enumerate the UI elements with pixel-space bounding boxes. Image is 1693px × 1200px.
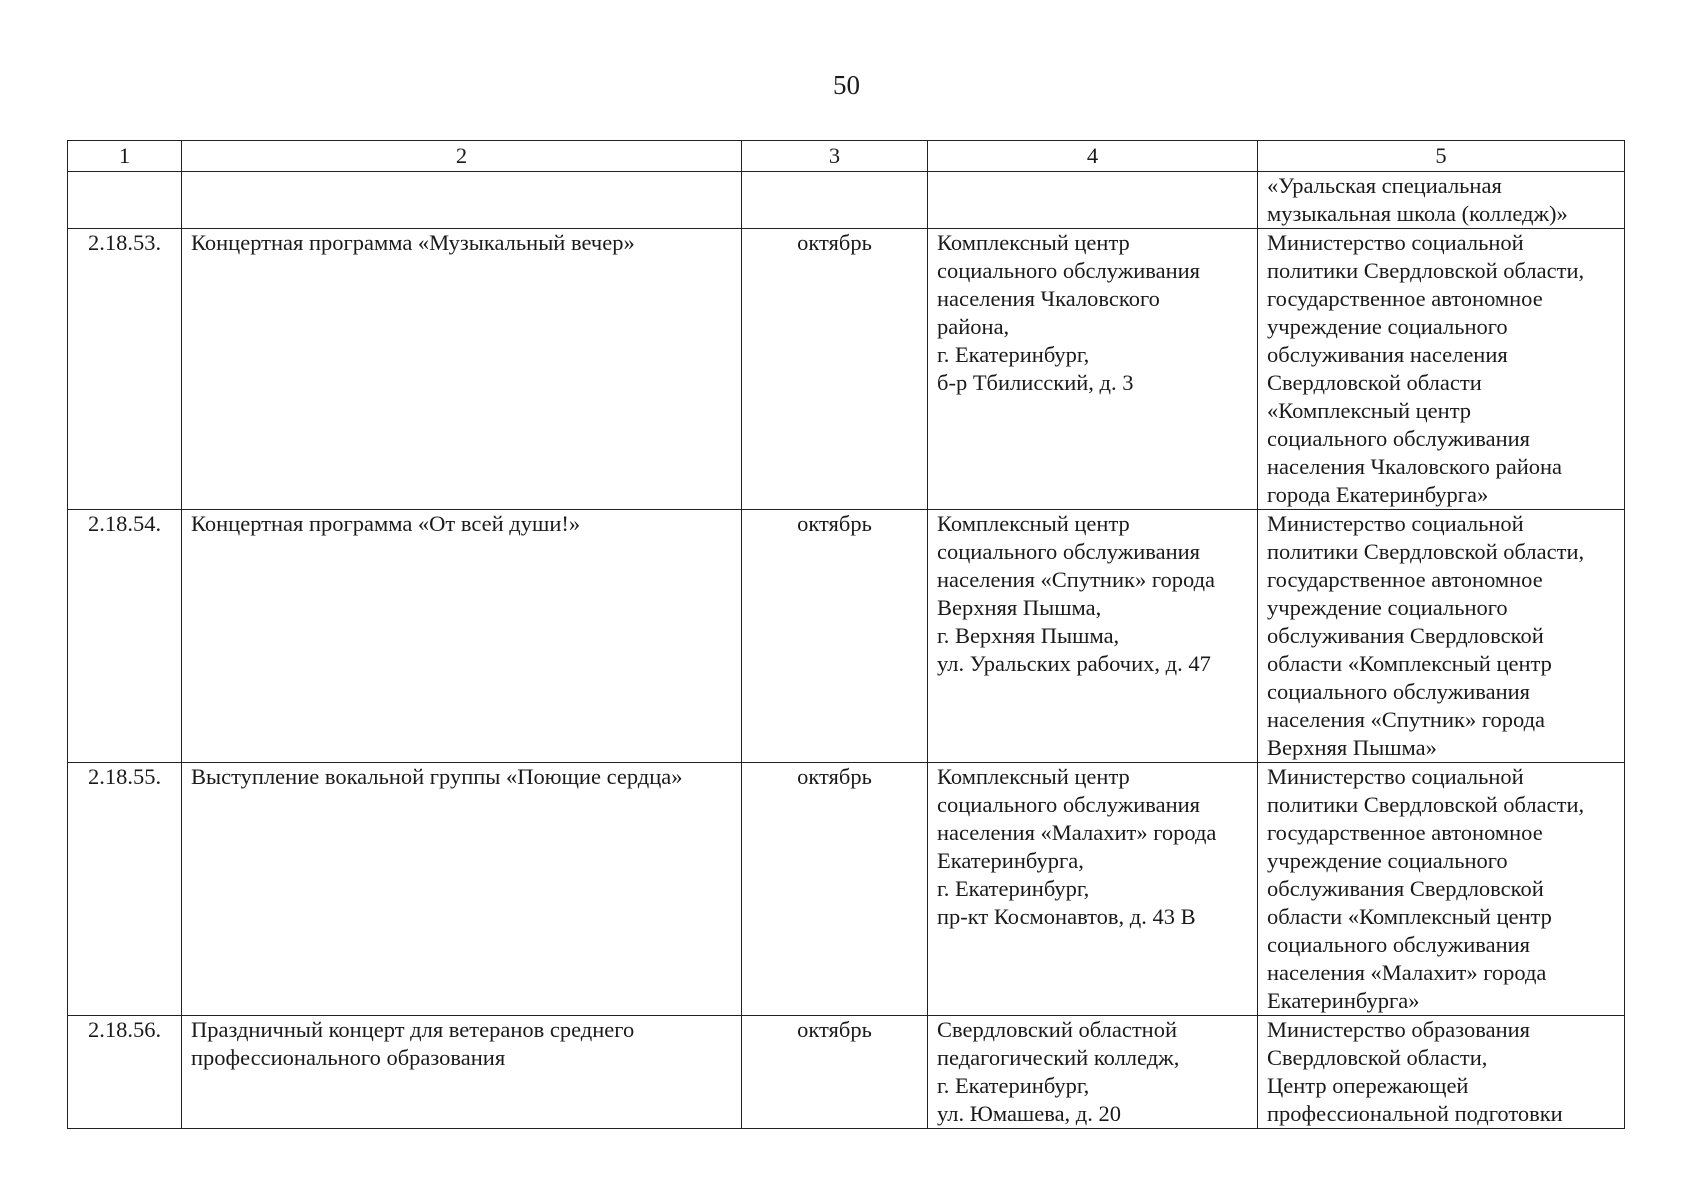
text-line: Комплексный центр [937,764,1130,789]
table-row [68,229,1625,510]
text-line: Выступление вокальной группы «Поющие сердца» [191,764,683,789]
text-line: «Комплексный центр [1267,398,1472,423]
text-line: Комплексный центр [937,511,1130,536]
text-line: населения «Малахит» города [1267,960,1547,985]
cell-place [928,763,1258,1016]
text-line: социального обслуживания [937,792,1201,817]
header-col-2: 2 [182,141,742,172]
cell-event [182,1016,742,1129]
text-line: г. Екатеринбург, [937,1073,1090,1098]
cell-date: октябрь [742,510,928,763]
cell-event [182,510,742,763]
cell-event [182,229,742,510]
text-line: обслуживания населения [1267,342,1508,367]
text-line: Министерство социальной [1267,764,1524,789]
continuation-row [68,172,1625,229]
cell-num: 2.18.53. [68,229,182,510]
text-line: музыкальная школа (колледж)» [1267,201,1568,226]
text-line: социального обслуживания [1267,679,1531,704]
text-line: ул. Уральских рабочих, д. 47 [937,651,1211,676]
cell-num [68,172,182,229]
table-row [68,1016,1625,1129]
header-col-4: 4 [928,141,1258,172]
text-line: населения «Малахит» города [937,820,1217,845]
text-line: учреждение социального [1267,595,1508,620]
cell-date [742,172,928,229]
text-line: социального обслуживания [1267,932,1531,957]
text-line: политики Свердловской области, [1267,792,1585,817]
text-line: политики Свердловской области, [1267,258,1585,283]
text-line: Екатеринбурга, [937,848,1084,873]
text-line: Министерство образования [1267,1017,1531,1042]
text-line: государственное автономное [1267,820,1543,845]
text-line: государственное автономное [1267,286,1543,311]
text-line: г. Верхняя Пышма, [937,623,1120,648]
events-table [67,140,1625,1129]
cell-organizer [1258,763,1625,1016]
cell-organizer [1258,229,1625,510]
cell-date: октябрь [742,1016,928,1129]
header-col-1: 1 [68,141,182,172]
text-line: политики Свердловской области, [1267,539,1585,564]
text-line: Министерство социальной [1267,511,1524,536]
cell-event [182,172,742,229]
cell-date: октябрь [742,229,928,510]
text-line: города Екатеринбурга» [1267,482,1489,507]
cell-place [928,1016,1258,1129]
text-line: района, [937,314,1010,339]
cell-num: 2.18.54. [68,510,182,763]
text-line: государственное автономное [1267,567,1543,592]
text-line: области «Комплексный центр [1267,904,1552,929]
text-line: Комплексный центр [937,230,1130,255]
text-line: г. Екатеринбург, [937,876,1090,901]
text-line: Праздничный концерт для ветеранов среднего [191,1017,635,1042]
text-line: г. Екатеринбург, [937,342,1090,367]
text-line: населения Чкаловского района [1267,454,1563,479]
text-line: Свердловской области [1267,370,1482,395]
cell-event [182,763,742,1016]
cell-date: октябрь [742,763,928,1016]
text-line: населения Чкаловского [937,286,1160,311]
header-col-3: 3 [742,141,928,172]
text-line: б-р Тбилисский, д. 3 [937,370,1134,395]
text-line: обслуживания Свердловской [1267,876,1544,901]
table-row [68,763,1625,1016]
text-line: социального обслуживания [937,258,1201,283]
cell-place [928,510,1258,763]
table-row [68,510,1625,763]
text-line: населения «Спутник» города [937,567,1216,592]
text-line: Министерство социальной [1267,230,1524,255]
cell-place [928,229,1258,510]
cell-organizer [1258,172,1625,229]
text-line: учреждение социального [1267,314,1508,339]
text-line: Свердловской области, [1267,1045,1488,1070]
text-line: обслуживания Свердловской [1267,623,1544,648]
text-line: Верхняя Пышма, [937,595,1102,620]
text-line: области «Комплексный центр [1267,651,1552,676]
text-line: социального обслуживания [937,539,1201,564]
page-number: 50 [833,70,860,100]
text-line: педагогический колледж, [937,1045,1180,1070]
text-line: профессионального образования [191,1045,506,1070]
cell-num: 2.18.56. [68,1016,182,1129]
text-line: населения «Спутник» города [1267,707,1546,732]
cell-organizer [1258,1016,1625,1129]
text-line: Центр опережающей [1267,1073,1469,1098]
cell-organizer [1258,510,1625,763]
text-line: Концертная программа «Музыкальный вечер» [191,230,635,255]
header-row [68,141,1625,172]
text-line: Концертная программа «От всей души!» [191,511,581,536]
text-line: Верхняя Пышма» [1267,735,1437,760]
header-col-5: 5 [1258,141,1625,172]
text-line: Екатеринбурга» [1267,988,1420,1013]
text-line: учреждение социального [1267,848,1508,873]
text-line: профессиональной подготовки [1267,1101,1563,1126]
text-line: пр-кт Космонавтов, д. 43 В [937,904,1196,929]
text-line: Свердловский областной [937,1017,1177,1042]
cell-place [928,172,1258,229]
text-line: социального обслуживания [1267,426,1531,451]
cell-num: 2.18.55. [68,763,182,1016]
text-line: «Уральская специальная [1267,173,1502,198]
text-line: ул. Юмашева, д. 20 [937,1101,1122,1126]
